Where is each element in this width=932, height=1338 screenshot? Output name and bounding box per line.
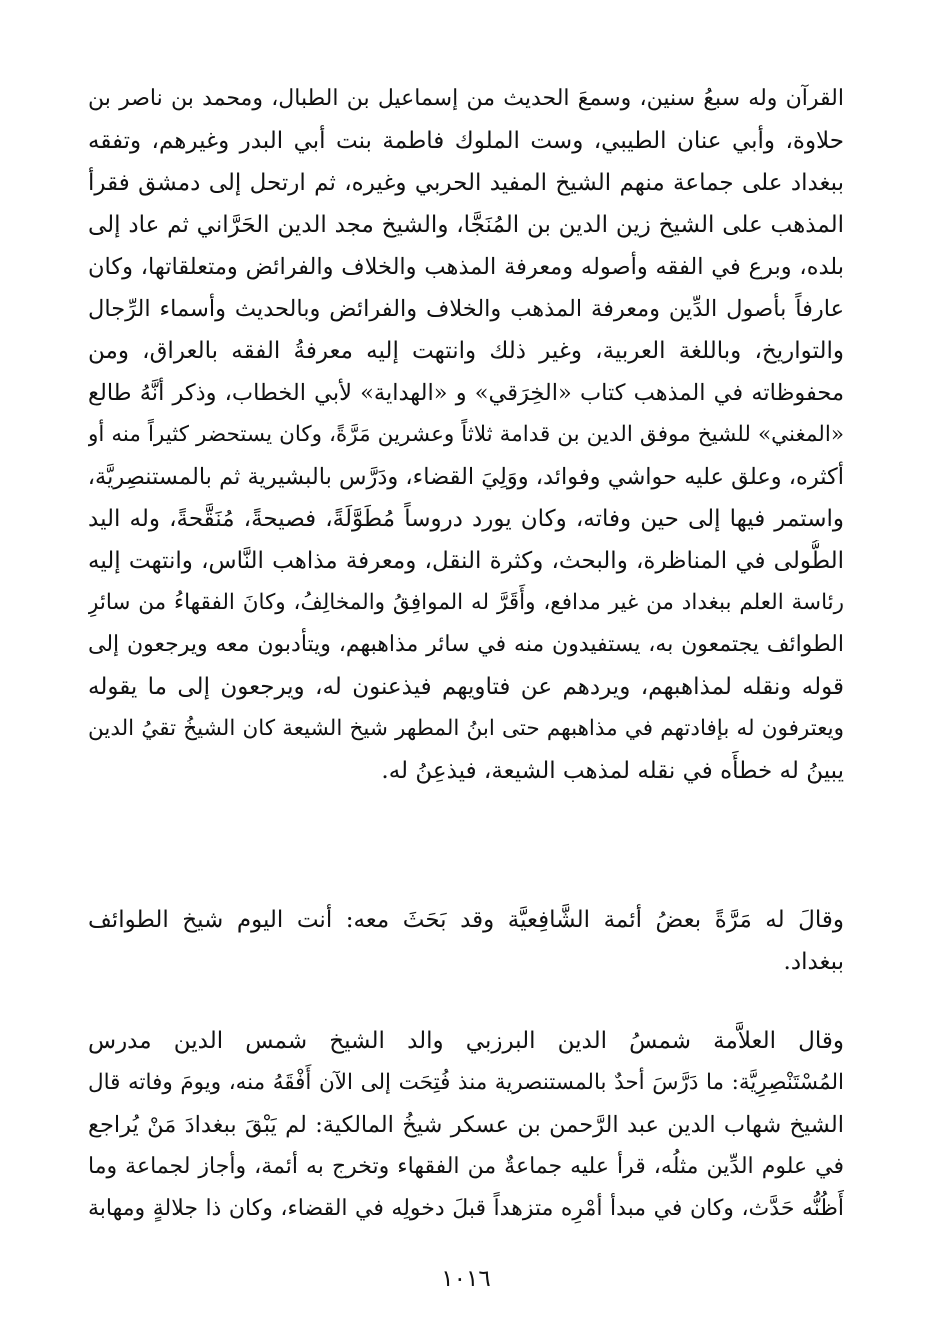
text-line: واستمر فيها إلى حين وفاته، وكان يورد دروساً مُطَوَّلَةً، فصيحةً، مُنَقَّحةً، وله اليد: [88, 506, 844, 532]
text-line: المُسْتَنْصِرِيَّة: ما دَرَّسَ أحدٌ بالمستنصرية منذ فُتِحَت إلى الآن أَفْقَهُ منه، ويومَ وفاته قال: [88, 1070, 844, 1095]
paragraph-quote-barzabi: [88, 1020, 844, 1230]
text-line: الشيخ شهاب الدين عبد الرَّحمن بن عسكر شيخُ المالكية: لم يَبْقَ ببغدادَ مَنْ يُراجع: [88, 1112, 844, 1138]
text-line: القرآن وله سبعُ سنين، وسمعَ الحديث من إسماعيل بن الطبال، ومحمد بن ناصر بن: [88, 86, 844, 111]
text-line: أَظُنُّه حَدَّث، وكان في مبدأ أمْرِه متزهداً قبلَ دخولِه في القضاء، وكان ذا جلالةٍ ومهابة: [88, 1196, 844, 1221]
text-line: ويعترفون له بإفادتهم في مذاهبهم حتى ابنُ المطهر شيخ الشيعة كان الشيخُ تقيُ الدين: [88, 716, 844, 741]
text-line: وقال العلاَّمة شمسُ الدين البرزبي والد الشيخ شمس الدين مدرس: [88, 1028, 844, 1054]
text-line: عارفاً بأصول الدِّين ومعرفة المذهب والخلاف والفرائض وبالحديث وأسماء الرِّجال: [88, 296, 844, 322]
text-line: يبينُ له خطأَه في نقله لمذهب الشيعة، فيذعِنُ له.: [381, 758, 844, 784]
text-line: الطُّولى في المناظرة، والبحث، وكثرة النقل، ومعرفة مذاهب النَّاس، وانتهت إليه: [88, 548, 844, 574]
text-line: قوله ونقله لمذاهبهم، ويردهم عن فتاويهم فيذعنون له، ويرجعون إلى ما يقوله: [88, 674, 844, 700]
text-line: ببغداد على جماعة منهم الشيخ المفيد الحربي وغيره، ثم ارتحل إلى دمشق فقرأ: [88, 170, 844, 196]
text-line: والتواريخ، وباللغة العربية، وغير ذلك وانتهت إليه معرفةُ الفقه بالعراق، ومن: [88, 338, 844, 364]
text-line: حلاوة، وأبي عنان الطيبي، وست الملوك فاطمة بنت أبي البدر وغيرهم، وتفقه: [88, 128, 844, 154]
text-line: وقالَ له مَرَّةً بعضُ أئمة الشَّافِعيَّة وقد بَحَثَ معه: أنت اليوم شيخ الطوائف: [88, 907, 844, 933]
text-line: رئاسة العلم ببغداد من غير مدافع، وأَقَرَّ له الموافِقُ والمخالِفُ، وكانَ الفقهاءُ من سائرِ: [88, 590, 844, 615]
text-line: محفوظاته في المذهب كتاب «الخِرَقي» و «الهداية» لأبي الخطاب، وذكر أنَّهُ طالع: [88, 380, 844, 406]
text-line: في علوم الدِّين مثلُه، قرأ عليه جماعةٌ من الفقهاء وتخرج به أئمة، وأجاز لجماعة وما: [88, 1154, 844, 1179]
text-line: أكثره، وعلق عليه حواشي وفوائد، ووَلِيَ القضاء، ودَرَّس بالبشيرية ثم بالمستنصِريَّة،: [88, 464, 844, 490]
text-line: «المغني» للشيخ موفق الدين بن قدامة ثلاثاً وعشرين مَرَّةً، وكان يستحضر كثيراً منه أو: [88, 422, 844, 447]
text-line: بلده، وبرع في الفقه وأصوله ومعرفة المذهب والخلاف والفرائض ومتعلقاتها، وكان: [88, 254, 844, 280]
text-line: ببغداد.: [783, 949, 844, 975]
paragraph-quote-shafii: [88, 899, 844, 983]
paragraph-biography: [88, 78, 844, 792]
text-line: الطوائف يجتمعون به، يستفيدون منه في سائر مذاهبهم، ويتأدبون معه ويرجعون إلى: [88, 632, 844, 657]
page-number: ١٠١٦: [441, 1266, 491, 1292]
text-line: المذهب على الشيخ زين الدين بن المُنَجَّا، والشيخ مجد الدين الحَرَّاني ثم عاد إلى: [88, 212, 844, 238]
